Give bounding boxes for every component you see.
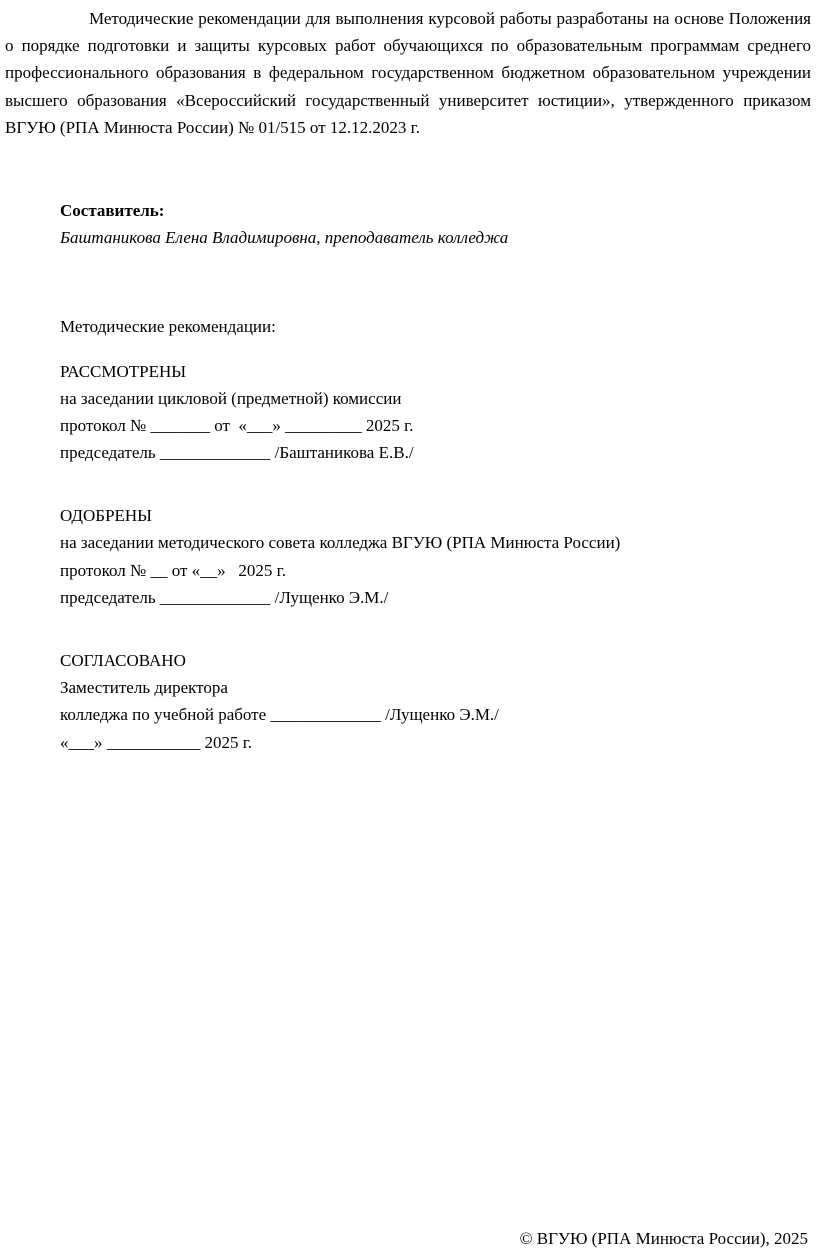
agreed-line: колледжа по учебной работе _____________ /Лущенко Э.М./ [60, 705, 499, 725]
agreed-line: Заместитель директора [60, 678, 228, 698]
agreed-title: СОГЛАСОВАНО [60, 651, 186, 670]
reviewed-line: председатель _____________ /Баштаникова Е.В./ [60, 443, 414, 463]
reviewed-title: РАССМОТРЕНЫ [60, 361, 187, 381]
author-label: Составитель: [60, 200, 165, 220]
author-name: Баштаникова Елена Владимировна, преподаватель колледжа [60, 228, 509, 248]
approved-block [60, 502, 786, 611]
document-body [0, 197, 816, 756]
agreed-line: «___» ___________ 2025 г. [60, 732, 253, 752]
intro-paragraph: Методические рекомендации для выполнения курсовой работы разработаны на основе Положения о порядке подготовки и защиты курсовых работ обучающихся по образовательным программам среднего профессионального образования в федеральном государственном бюджетном образовательном учреждении высшего образования «Всероссийский государственный университет юстиции», утвержденного приказом ВГУЮ (РПА Минюста России) № 01/515 от 12.12.2023 г. [5, 9, 811, 137]
copyright-footer: © ВГУЮ (РПА Минюста России), 2025 [519, 1228, 808, 1248]
reviewed-block [60, 358, 786, 467]
recommendations-label: Методические рекомендации: [60, 317, 276, 337]
agreed-block [60, 647, 786, 756]
reviewed-line: протокол № _______ от «___» _________ 2025 г. [60, 415, 414, 435]
approved-title: ОДОБРЕНЫ [60, 506, 153, 526]
approved-line: председатель _____________ /Лущенко Э.М./ [60, 587, 389, 607]
author-block [60, 197, 786, 251]
approved-line: протокол № __ от «__» 2025 г. [60, 560, 286, 580]
reviewed-line: на заседании цикловой (предметной) комиссии [60, 388, 402, 408]
approved-line: на заседании методического совета колледжа ВГУЮ (РПА Минюста России) [60, 533, 621, 553]
